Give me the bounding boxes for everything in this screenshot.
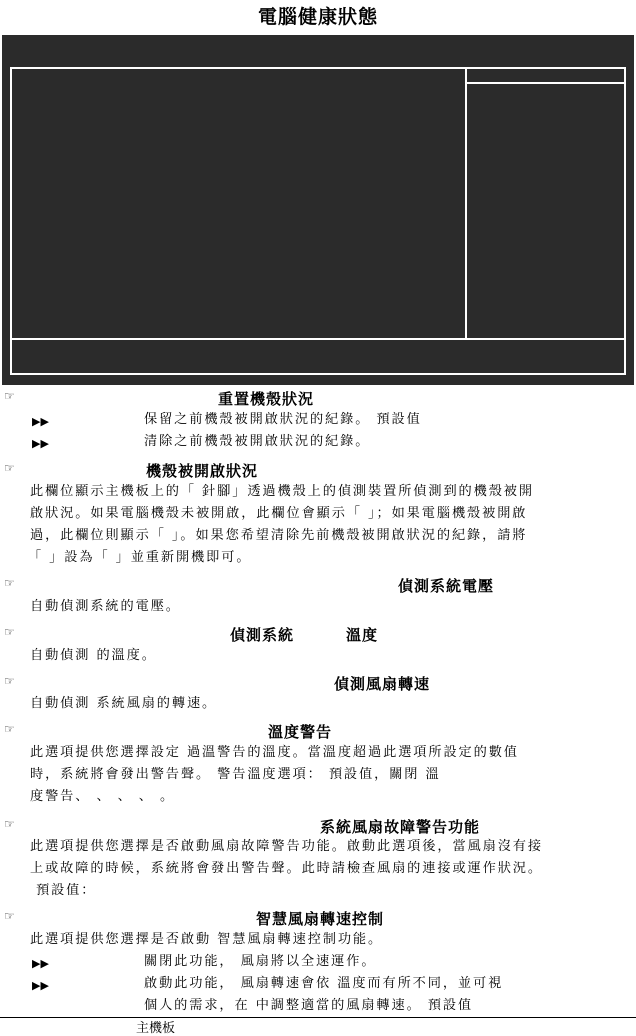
double-arrow-icon: ▶▶ — [32, 437, 49, 450]
section-heading-reset-case: 重置機殼狀況 — [218, 390, 315, 408]
option-text: 保留之前機殼被開啟狀況的紀錄。 預設值 — [144, 412, 422, 427]
page-title: 電腦健康狀態 — [257, 6, 378, 28]
paragraph-line: 度警告、 、 、 、 。 — [30, 789, 176, 804]
pointing-hand-icon: ☞ — [4, 722, 15, 736]
paragraph-line: 「 」設為「 」並重新開機即可。 — [28, 550, 252, 565]
paragraph-line: 上或故障的時候，系統將會發出警告聲。此時請檢查風扇的連接或運作狀況。 — [30, 861, 543, 876]
paragraph-line: 過，此欄位則顯示「 」。如果您希望清除先前機殼被開啟狀況的紀錄，請將 — [30, 528, 528, 543]
pointing-hand-icon: ☞ — [4, 674, 15, 688]
pointing-hand-icon: ☞ — [4, 461, 15, 475]
section-heading-fan-speed: 偵測風扇轉速 — [334, 675, 431, 693]
paragraph-line: 預設值： — [36, 883, 97, 898]
paragraph-line: 自動偵測系統的電壓。 — [30, 599, 181, 614]
double-arrow-icon: ▶▶ — [32, 979, 49, 992]
footer-text: 主機板 — [136, 1021, 176, 1036]
section-heading-temp-warning: 溫度警告 — [268, 723, 333, 741]
bios-help-header-divider — [467, 82, 625, 84]
option-text: 關閉此功能， 風扇將以全速運作。 — [144, 954, 377, 969]
footer-divider — [0, 1017, 636, 1018]
bios-help-divider — [465, 69, 467, 339]
paragraph-line: 此選項提供您選擇設定 過溫警告的溫度。當溫度超過此選項所設定的數值 — [30, 745, 519, 760]
section-heading-temperature-suffix: 溫度 — [346, 626, 379, 644]
paragraph-line: 此選項提供您選擇是否啟動 智慧風扇轉速控制功能。 — [30, 932, 384, 947]
paragraph-line: 時，系統將會發出警告聲。 警告溫度選項： 預設值，關閉 溫 — [30, 767, 441, 782]
paragraph-line: 此選項提供您選擇是否啟動風扇故障警告功能。啟動此選項後，當風扇沒有接 — [30, 839, 543, 854]
pointing-hand-icon: ☞ — [4, 817, 15, 831]
bios-footer-divider — [12, 338, 624, 340]
section-heading-case-opened: 機殼被開啟狀況 — [146, 462, 259, 480]
section-heading-smart-fan: 智慧風扇轉速控制 — [256, 910, 385, 928]
paragraph-line: 自動偵測 系統風扇的轉速。 — [30, 696, 218, 711]
pointing-hand-icon: ☞ — [4, 389, 15, 403]
paragraph-line: 自動偵測 的溫度。 — [30, 648, 157, 663]
section-heading-fan-fail: 系統風扇故障警告功能 — [320, 818, 481, 836]
section-heading-voltage: 偵測系統電壓 — [398, 577, 495, 595]
paragraph-line: 此欄位顯示主機板上的「 針腳」透過機殼上的偵測裝置所偵測到的機殼被開 — [30, 484, 534, 499]
pointing-hand-icon: ☞ — [4, 625, 15, 639]
option-text: 啟動此功能， 風扇轉速會依 溫度而有所不同，並可視 — [144, 976, 504, 991]
double-arrow-icon: ▶▶ — [32, 957, 49, 970]
pointing-hand-icon: ☞ — [4, 576, 15, 590]
bios-frame — [10, 67, 626, 375]
pointing-hand-icon: ☞ — [4, 909, 15, 923]
double-arrow-icon: ▶▶ — [32, 415, 49, 428]
option-text: 清除之前機殼被開啟狀況的紀錄。 — [144, 434, 371, 449]
option-continuation: 個人的需求，在 中調整適當的風扇轉速。 預設值 — [144, 998, 474, 1013]
paragraph-line: 啟狀況。如果電腦機殼未被開啟，此欄位會顯示「 」；如果電腦機殼被開啟 — [30, 506, 528, 521]
section-heading-temperature: 偵測系統 — [230, 626, 295, 644]
